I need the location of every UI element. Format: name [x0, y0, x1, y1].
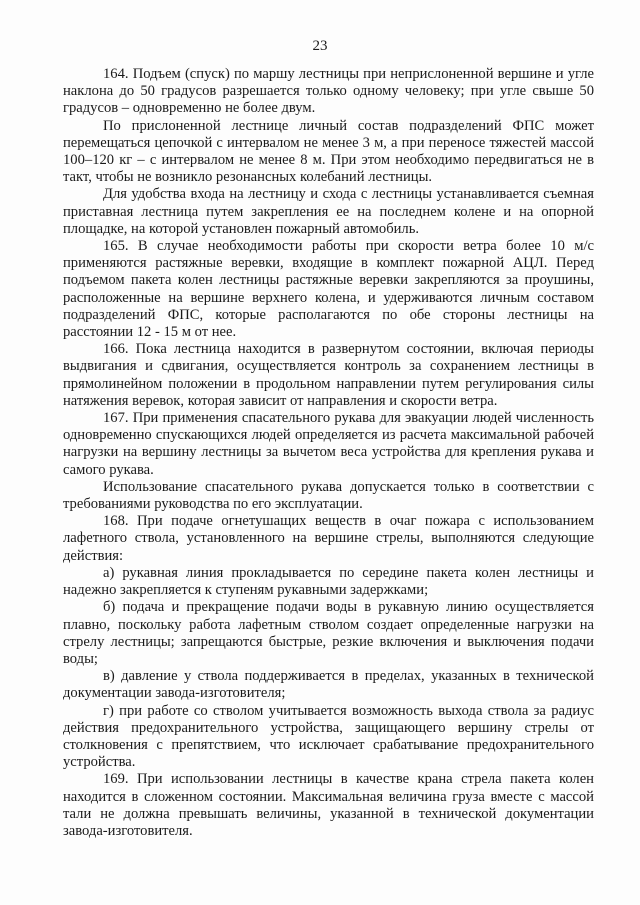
- list-item-g: г) при работе со стволом учитывается возможность выхода ствола за радиус действия предохранительного устройства, защищающего вершину стрелы от столкновения с препятствием, что исключает срабатывание предохранительного устройства.: [63, 702, 594, 771]
- paragraph-169: 169. При использовании лестницы в качестве крана стрела пакета колен находится в сложенном состоянии. Максимальная величина груза вместе с массой тали не должна превышать величины, указанной в технической документации завода-изготовителя.: [63, 771, 594, 839]
- document-body: [63, 66, 594, 840]
- list-item-b: б) подача и прекращение подачи воды в рукавную линию осуществляется плавно, поскольку работа лафетным стволом создает определенные нагрузки на стрелу лестницы; запрещаются быстрые, резкие включения и выключения подачи воды;: [63, 599, 594, 667]
- paragraph-164: 164. Подъем (спуск) по маршу лестницы при неприслоненной вершине и угле наклона до 50 градусов разрешается только одному человеку; при угле свыше 50 градусов – одновременно не более двум.: [63, 66, 594, 117]
- paragraph-167-rescue-sleeve: Использование спасательного рукава допускается только в соответствии с требованиями руководства по его эксплуатации.: [63, 478, 594, 513]
- paragraph-164-removable-ladder: Для удобства входа на лестницу и схода с лестницы устанавливается съемная приставная лестница путем закрепления ее на последнем колене и на опорной площадке, на которой установлен пожарный автомобиль.: [63, 186, 594, 237]
- page-number: 23: [312, 38, 328, 54]
- paragraph-164-ladder-movement: По прислоненной лестнице личный состав подразделений ФПС может перемещаться цепочкой с интервалом не менее 3 м, а при переносе тяжестей массой 100–120 кг – с интервалом не менее 8 м. При этом необходимо передвигаться не в такт, чтобы не возникло резонансных колебаний лестницы.: [63, 117, 594, 186]
- paragraph-167: 167. При применения спасательного рукава для эвакуации людей численность одновременно спускающихся людей определяется из расчета максимальной рабочей нагрузки на вершину лестницы за вычетом веса устройства для крепления рукава и самого рукава.: [63, 410, 594, 478]
- list-item-a: а) рукавная линия прокладывается по середине пакета колен лестницы и надежно закрепляется к ступеням рукавными задержками;: [63, 564, 594, 599]
- paragraph-166: 166. Пока лестница находится в развернутом состоянии, включая периоды выдвигания и сдвигания, осуществляется контроль за сохранением лестницы в прямолинейном положении в продольном направлении путем регулирования силы натяжения веревок, которая зависит от направления и скорости ветра.: [63, 341, 594, 409]
- paragraph-165: 165. В случае необходимости работы при скорости ветра более 10 м/с применяются растяжные веревки, входящие в комплект пожарной АЦЛ. Перед подъемом пакета колен лестницы растяжные веревки закрепляются за проушины, расположенные на вершине верхнего колена, и удерживаются личным составом подразделений ФПС, которые располагаются по обе стороны лестницы на расстоянии 12 - 15 м от нее.: [63, 238, 594, 341]
- paragraph-168: 168. При подаче огнетушащих веществ в очаг пожара с использованием лафетного ствола, установленного на вершине стрелы, выполняются следующие действия:: [63, 513, 594, 564]
- list-item-v: в) давление у ствола поддерживается в пределах, указанных в технической документации завода-изготовителя;: [63, 668, 594, 702]
